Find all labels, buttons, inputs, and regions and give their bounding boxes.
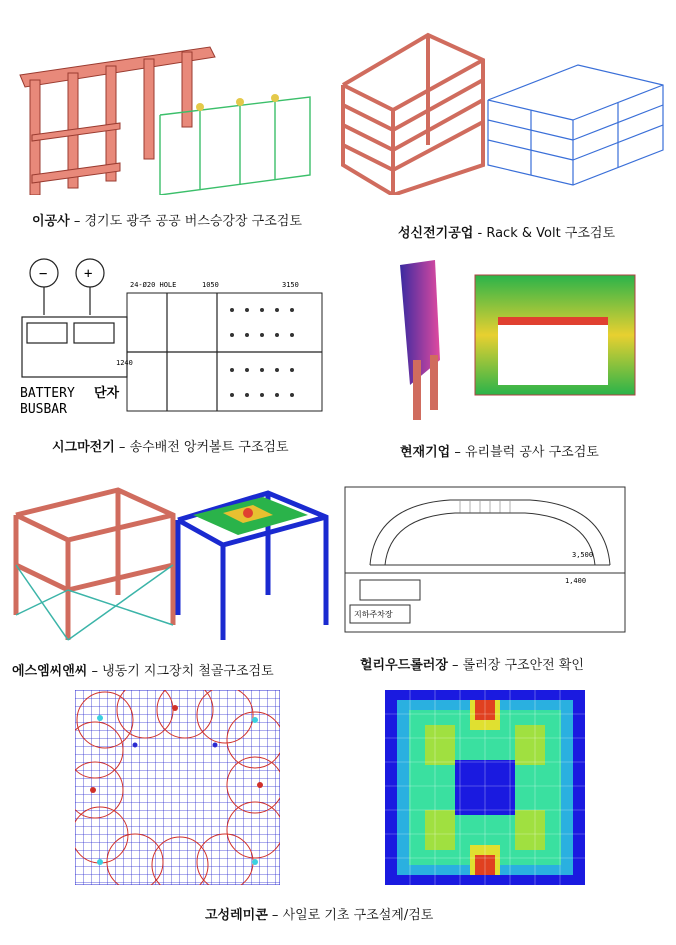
caption-project-7: 고성레미콘 – 사일로 기초 구조설계/검토 <box>205 908 434 923</box>
battery-busbar-drawing <box>12 255 332 420</box>
caption-project-1: 이공사 – 경기도 광주 공공 버스승강장 구조검토 <box>32 214 302 229</box>
caption-project-6: 헐리우드롤러장 – 롤러장 구조안전 확인 <box>360 658 584 673</box>
minus-terminal-label: − <box>39 266 48 282</box>
roller-rink-plan-drawing <box>340 485 630 635</box>
caption-project-3: 시그마전기 – 송수배전 앙커볼트 구조검토 <box>52 440 289 455</box>
hole-label: 24-Ø20 HOLE <box>130 281 177 289</box>
rack-volt-frame-figure <box>338 25 668 195</box>
silo-foundation-grid-figure <box>75 690 280 885</box>
glass-block-analysis-figure <box>395 260 665 425</box>
busbar-label: BUSBAR <box>20 402 67 417</box>
parking-label: 지하주차장 <box>354 610 393 619</box>
silo-foundation-contour-figure <box>385 690 585 885</box>
dim-1400-label: 1,400 <box>565 577 587 585</box>
dim-1240-label: 1240 <box>116 359 133 367</box>
caption-project-4: 현재기업 – 유리블럭 공사 구조검토 <box>400 445 599 460</box>
battery-label: BATTERY <box>20 386 75 401</box>
terminal-label: 단자 <box>94 386 120 401</box>
dim-3500-label: 3,500 <box>572 551 594 559</box>
caption-project-2: 성신전기공업 - Rack & Volt 구조검토 <box>398 226 616 241</box>
dim-1050-label: 1050 <box>202 281 219 289</box>
plus-terminal-label: + <box>84 266 93 282</box>
steel-jig-frame-figure <box>8 475 333 645</box>
bus-shelter-frame-figure <box>10 35 330 195</box>
dim-3150-label: 3150 <box>282 281 299 289</box>
caption-project-5: 에스엠씨앤씨 – 냉동기 지그장치 철골구조검토 <box>12 664 274 679</box>
